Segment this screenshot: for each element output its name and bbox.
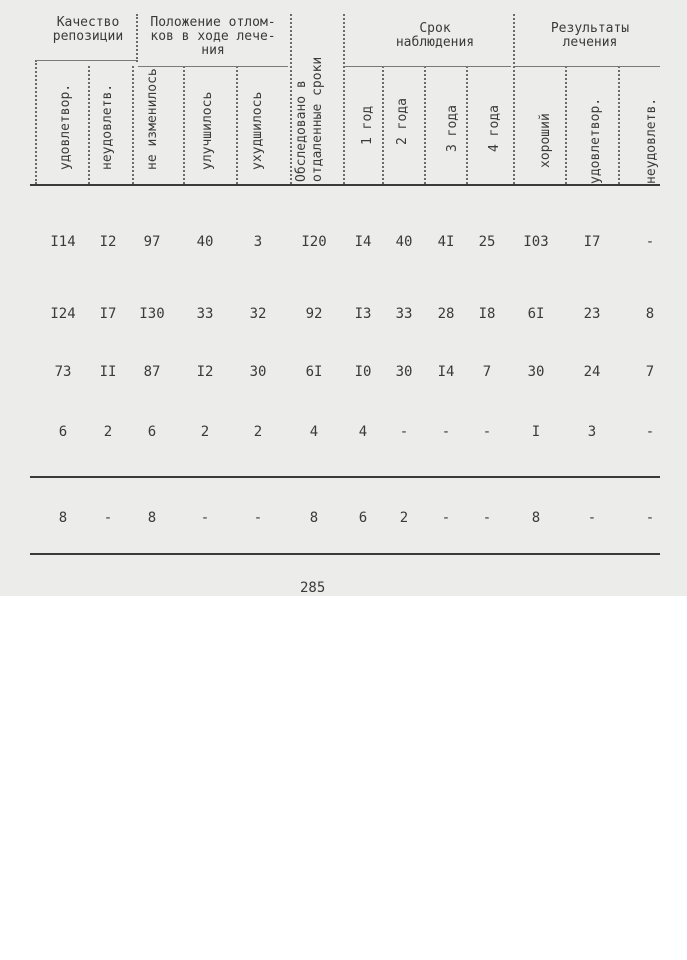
col-header-period-3: 3 года (445, 105, 460, 152)
header-quality-line2: репозиции (52, 29, 124, 44)
page-number: 285 (300, 580, 326, 596)
total-cell: 2 (399, 510, 409, 526)
table-cell: 32 (249, 306, 267, 322)
total-cell: - (200, 510, 210, 526)
header-bottom-rule (30, 184, 660, 186)
group-underline (36, 60, 136, 61)
table-cell: I3 (354, 306, 372, 322)
header-results-line1: Результаты (550, 21, 630, 36)
table-cell: 33 (395, 306, 413, 322)
table-cell: I14 (50, 234, 76, 250)
table-cell: II (99, 364, 117, 380)
table-cell: 4 (358, 424, 368, 440)
table-cell: 30 (395, 364, 413, 380)
col-header-result-good: хороший (538, 113, 553, 168)
table-cell: 2 (103, 424, 113, 440)
table-cell: 2 (200, 424, 210, 440)
header-period-line2: наблюдения (395, 35, 475, 50)
table-cell: 3 (253, 234, 263, 250)
header-position-line2: ков в ходе лече- (150, 29, 276, 44)
table-cell: 87 (143, 364, 161, 380)
header-divider (466, 66, 468, 184)
col-header-result-satisfactory: удовлетвор. (588, 97, 603, 184)
col-header-quality-unsatisfactory: неудовлетв. (100, 83, 115, 170)
table-cell: I4 (437, 364, 455, 380)
col-header-period-4: 4 года (487, 105, 502, 152)
table-cell: I20 (301, 234, 327, 250)
header-divider (132, 66, 134, 184)
col-header-examined-line1: Обследовано в (294, 80, 309, 182)
header-divider (183, 66, 185, 184)
table-cell: - (482, 424, 492, 440)
table-cell: I30 (139, 306, 165, 322)
table-cell: 23 (583, 306, 601, 322)
col-header-position-unchanged: не изменилось (145, 68, 160, 170)
table-cell: 28 (437, 306, 455, 322)
table-cell: I (531, 424, 541, 440)
header-divider (35, 60, 37, 184)
header-divider (88, 66, 90, 184)
col-header-position-improved: улучшилось (200, 91, 215, 170)
header-divider (618, 66, 620, 184)
table-cell: - (645, 234, 655, 250)
table-cell: 40 (395, 234, 413, 250)
group-underline (515, 66, 660, 67)
table-cell: 4I (437, 234, 455, 250)
total-cell: - (253, 510, 263, 526)
total-cell: 8 (309, 510, 319, 526)
table-cell: - (645, 424, 655, 440)
table-cell: - (399, 424, 409, 440)
table-cell: 73 (54, 364, 72, 380)
table-cell: I24 (50, 306, 76, 322)
table-cell: - (441, 424, 451, 440)
table-cell: 24 (583, 364, 601, 380)
total-top-rule (30, 476, 660, 478)
table-cell: 6I (527, 306, 545, 322)
total-cell: 8 (531, 510, 541, 526)
total-cell: 6 (358, 510, 368, 526)
table-cell: I2 (99, 234, 117, 250)
col-header-examined-line2: отдаленные сроки (310, 56, 325, 182)
table-cell: I4 (354, 234, 372, 250)
table-cell: I7 (99, 306, 117, 322)
header-divider (565, 66, 567, 184)
table-bottom-rule (30, 553, 660, 555)
header-period-line1: Срок (419, 21, 451, 36)
header-divider (136, 14, 138, 62)
table-cell: 30 (249, 364, 267, 380)
table-cell: I7 (583, 234, 601, 250)
header-divider (290, 14, 292, 184)
col-header-period-2: 2 года (395, 98, 410, 145)
col-header-period-1: 1 год (360, 105, 375, 145)
table-cell: I8 (478, 306, 496, 322)
header-position-line1: Положение отлом- (150, 15, 276, 30)
total-cell: - (482, 510, 492, 526)
table-cell: I03 (523, 234, 549, 250)
header-divider (382, 66, 384, 184)
table-cell: 25 (478, 234, 496, 250)
table-cell: 6 (58, 424, 68, 440)
table-cell: I2 (196, 364, 214, 380)
header-divider (513, 14, 515, 184)
total-cell: - (441, 510, 451, 526)
group-underline (345, 66, 511, 67)
total-cell: - (645, 510, 655, 526)
total-cell: 8 (147, 510, 157, 526)
total-cell: 8 (58, 510, 68, 526)
table-cell: 7 (645, 364, 655, 380)
header-quality-line1: Качество (56, 15, 120, 30)
header-divider (343, 14, 345, 184)
total-cell: - (587, 510, 597, 526)
total-cell: - (103, 510, 113, 526)
col-header-quality-satisfactory: удовлетвор. (58, 83, 73, 170)
header-results-line2: лечения (562, 35, 618, 50)
table-cell: 7 (482, 364, 492, 380)
header-position-line3: ния (201, 43, 225, 58)
table-cell: 6I (305, 364, 323, 380)
table-cell: 40 (196, 234, 214, 250)
table-cell: I0 (354, 364, 372, 380)
table-cell: 3 (587, 424, 597, 440)
header-divider (236, 66, 238, 184)
col-header-result-unsatisfactory: неудовлетв. (644, 97, 659, 184)
table-cell: 97 (143, 234, 161, 250)
table-cell: 4 (309, 424, 319, 440)
table-cell: 2 (253, 424, 263, 440)
table-cell: 33 (196, 306, 214, 322)
col-header-position-worsened: ухудшилось (250, 91, 265, 170)
table-cell: 92 (305, 306, 323, 322)
table-cell: 8 (645, 306, 655, 322)
table-cell: 30 (527, 364, 545, 380)
group-underline (138, 66, 288, 67)
table-cell: 6 (147, 424, 157, 440)
header-divider (424, 66, 426, 184)
